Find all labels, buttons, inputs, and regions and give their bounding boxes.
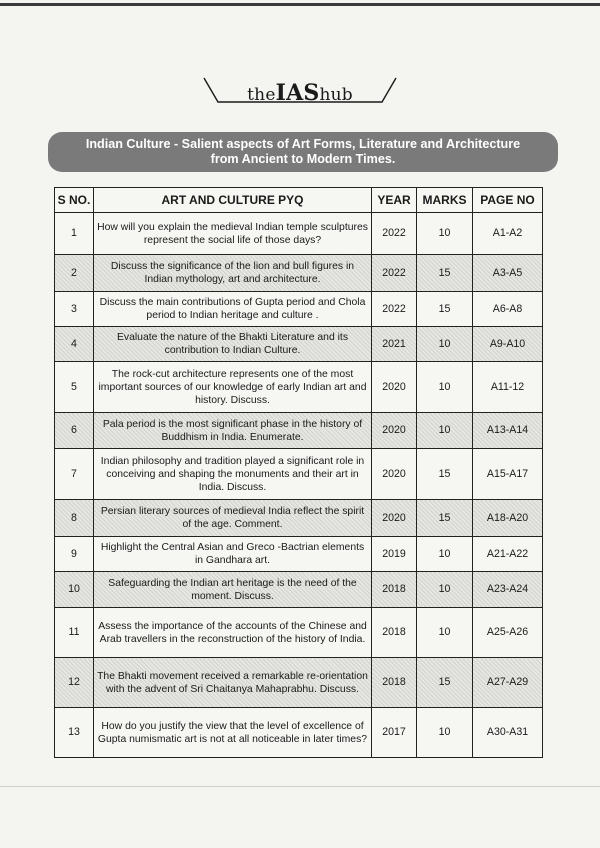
cell-page: A11-12 (473, 362, 543, 413)
cell-year: 2021 (372, 327, 417, 362)
cell-sno: 12 (55, 658, 94, 708)
cell-page: A21-A22 (473, 537, 543, 572)
cell-marks: 10 (417, 608, 473, 658)
banner-line-2: from Ancient to Modern Times. (210, 152, 396, 166)
table-row (55, 255, 543, 292)
logo-suffix: hub (319, 85, 353, 105)
cell-question: Persian literary sources of medieval India reflect the spirit of the age. Comment. (94, 500, 372, 537)
table-row (55, 292, 543, 327)
cell-page: A3-A5 (473, 255, 543, 292)
cell-page: A15-A17 (473, 449, 543, 500)
table-row (55, 572, 543, 608)
cell-marks: 15 (417, 500, 473, 537)
cell-year: 2018 (372, 608, 417, 658)
table-row (55, 658, 543, 708)
cell-year: 2022 (372, 255, 417, 292)
cell-page: A6-A8 (473, 292, 543, 327)
cell-sno: 9 (55, 537, 94, 572)
logo-prefix: the (247, 85, 276, 105)
cell-sno: 4 (55, 327, 94, 362)
cell-question: Indian philosophy and tradition played a significant role in conceiving and shaping the monuments and their art in India. Discuss. (94, 449, 372, 500)
cell-year: 2019 (372, 537, 417, 572)
table-row (55, 362, 543, 413)
pyq-table (54, 187, 543, 758)
bottom-rule (0, 786, 600, 787)
cell-sno: 7 (55, 449, 94, 500)
cell-sno: 8 (55, 500, 94, 537)
cell-year: 2018 (372, 658, 417, 708)
table-row (55, 327, 543, 362)
header-question: ART AND CULTURE PYQ (94, 188, 372, 213)
table-row (55, 500, 543, 537)
cell-sno: 2 (55, 255, 94, 292)
cell-question: The Bhakti movement received a remarkable re-orientation with the advent of Sri Chaitanya Mahaprabhu. Discuss. (94, 658, 372, 708)
cell-page: A23-A24 (473, 572, 543, 608)
cell-question: How do you justify the view that the level of excellence of Gupta numismatic art is not at all noticeable in later times? (94, 708, 372, 758)
cell-year: 2020 (372, 362, 417, 413)
top-rule (0, 3, 600, 6)
header-page: PAGE NO (473, 188, 543, 213)
logo-text (200, 80, 400, 106)
header-year: YEAR (372, 188, 417, 213)
cell-page: A9-A10 (473, 327, 543, 362)
cell-year: 2022 (372, 213, 417, 255)
table-row (55, 213, 543, 255)
cell-year: 2017 (372, 708, 417, 758)
cell-question: The rock-cut architecture represents one of the most important sources of our knowledge of early Indian art and history. Discuss. (94, 362, 372, 413)
cell-question: Evaluate the nature of the Bhakti Literature and its contribution to Indian Culture. (94, 327, 372, 362)
cell-question: How will you explain the medieval Indian temple sculptures represent the social life of those days? (94, 213, 372, 255)
cell-marks: 10 (417, 572, 473, 608)
cell-marks: 10 (417, 537, 473, 572)
cell-page: A18-A20 (473, 500, 543, 537)
table-row (55, 608, 543, 658)
cell-question: Discuss the significance of the lion and bull figures in Indian mythology, art and architecture. (94, 255, 372, 292)
cell-marks: 15 (417, 292, 473, 327)
cell-marks: 10 (417, 413, 473, 449)
table-row (55, 449, 543, 500)
cell-year: 2022 (372, 292, 417, 327)
cell-page: A30-A31 (473, 708, 543, 758)
cell-sno: 3 (55, 292, 94, 327)
cell-question: Safeguarding the Indian art heritage is the need of the moment. Discuss. (94, 572, 372, 608)
header-sno: S NO. (55, 188, 94, 213)
cell-marks: 15 (417, 658, 473, 708)
cell-sno: 1 (55, 213, 94, 255)
table-row (55, 537, 543, 572)
cell-sno: 11 (55, 608, 94, 658)
table-row (55, 413, 543, 449)
cell-sno: 5 (55, 362, 94, 413)
cell-sno: 13 (55, 708, 94, 758)
header-marks: MARKS (417, 188, 473, 213)
cell-marks: 15 (417, 449, 473, 500)
cell-page: A27-A29 (473, 658, 543, 708)
cell-question: Pala period is the most significant phase in the history of Buddhism in India. Enumerate. (94, 413, 372, 449)
cell-marks: 10 (417, 327, 473, 362)
cell-year: 2020 (372, 500, 417, 537)
cell-year: 2018 (372, 572, 417, 608)
logo-brand: IAS (275, 80, 320, 106)
cell-page: A1-A2 (473, 213, 543, 255)
section-banner (48, 132, 558, 172)
cell-question: Assess the importance of the accounts of the Chinese and Arab travellers in the reconstruction of the history of India. (94, 608, 372, 658)
banner-line-1: Indian Culture - Salient aspects of Art Forms, Literature and Architecture (85, 137, 521, 151)
cell-year: 2020 (372, 413, 417, 449)
cell-sno: 10 (55, 572, 94, 608)
cell-page: A25-A26 (473, 608, 543, 658)
cell-year: 2020 (372, 449, 417, 500)
table-row (55, 708, 543, 758)
cell-marks: 10 (417, 708, 473, 758)
cell-page: A13-A14 (473, 413, 543, 449)
cell-marks: 15 (417, 255, 473, 292)
cell-marks: 10 (417, 362, 473, 413)
cell-marks: 10 (417, 213, 473, 255)
cell-question: Highlight the Central Asian and Greco -Bactrian elements in Gandhara art. (94, 537, 372, 572)
table-header-row (55, 188, 543, 213)
cell-question: Discuss the main contributions of Gupta period and Chola period to Indian heritage and culture . (94, 292, 372, 327)
logo (200, 72, 400, 108)
cell-sno: 6 (55, 413, 94, 449)
